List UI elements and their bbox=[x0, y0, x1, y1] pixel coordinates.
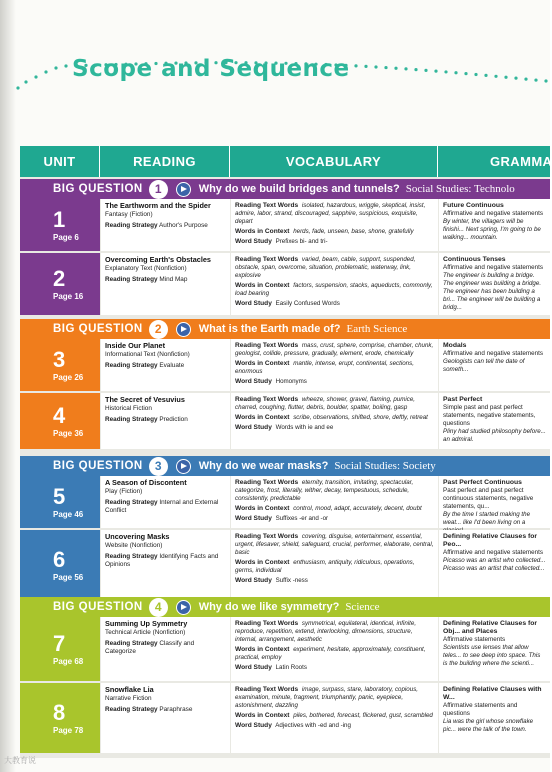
unit-cell bbox=[20, 617, 100, 681]
vocab-words: piles, bothered, forecast, flickered, gust, scrambled bbox=[293, 712, 433, 719]
reading-strategy-label: Reading Strategy bbox=[105, 276, 158, 283]
big-question-bar bbox=[20, 456, 550, 476]
play-video-icon[interactable] bbox=[176, 322, 191, 337]
big-question-text: Why do we like symmetry? bbox=[198, 601, 340, 613]
vocab-label: Reading Text Words bbox=[235, 686, 299, 693]
unit-cell bbox=[20, 393, 100, 449]
unit-number: 8 bbox=[53, 700, 66, 725]
unit-page: Page 26 bbox=[53, 373, 84, 382]
reading-cell bbox=[101, 476, 230, 528]
reading-strategy-label: Reading Strategy bbox=[105, 416, 158, 423]
grammar-title: Future Continuous bbox=[443, 202, 504, 209]
reading-cell bbox=[101, 530, 230, 600]
play-video-icon[interactable] bbox=[176, 182, 191, 197]
watermark: 大教育说 bbox=[4, 756, 36, 765]
unit-number: 3 bbox=[53, 347, 66, 372]
unit-number: 7 bbox=[53, 631, 66, 656]
reading-strategy-value: Internal and External Conflict bbox=[105, 499, 219, 514]
grammar-cell bbox=[439, 253, 550, 315]
vocab-label: Reading Text Words bbox=[235, 396, 299, 403]
unit-page: Page 78 bbox=[53, 726, 84, 735]
unit-cell bbox=[20, 530, 100, 600]
vocab-words: Words with ie and ee bbox=[275, 424, 334, 431]
vocab-line-ws bbox=[235, 424, 434, 432]
unit-page: Page 36 bbox=[53, 429, 84, 438]
unit-number: 6 bbox=[53, 547, 66, 572]
vocab-words: enthusiasm, antiquity, ridiculous, operations, germs, individual bbox=[235, 559, 415, 574]
unit-page: Page 68 bbox=[53, 657, 84, 666]
reading-title: Overcoming Earth's Obstacles bbox=[105, 255, 211, 264]
grammar-cell bbox=[439, 530, 550, 600]
unit-page: Page 16 bbox=[53, 292, 84, 301]
grammar-example: Lia was the girl whose snowflake pic... were the talk of the town. bbox=[443, 718, 534, 733]
vocab-label: Words in Context bbox=[235, 505, 290, 512]
vocab-words: Adjectives with -ed and -ing bbox=[275, 722, 351, 729]
vocab-label: Words in Context bbox=[235, 360, 290, 367]
big-question-text: Why do we build bridges and tunnels? bbox=[198, 183, 400, 195]
vocab-label: Reading Text Words bbox=[235, 479, 299, 486]
grammar-description: Simple past and past perfect statements, negative statements, questions bbox=[443, 404, 536, 427]
grammar-cell bbox=[439, 683, 550, 753]
vocab-words: experiment, hesitate, approximately, constituent, practical, employ bbox=[235, 646, 426, 661]
vocab-words: image, surpass, stare, laboratory, copious, examination, minute, fragment, triumphantly, panic, eyepiece, astonishment, dazzling bbox=[235, 686, 419, 709]
grammar-example: Scientists use lenses that allow teles... to see deep into space. This is the building where the scienti... bbox=[443, 644, 541, 667]
reading-cell bbox=[101, 199, 230, 251]
reading-title: Summing Up Symmetry bbox=[105, 619, 188, 628]
reading-strategy-value: Author's Purpose bbox=[159, 222, 208, 229]
vocabulary-cell bbox=[231, 339, 438, 391]
unit-cell bbox=[20, 476, 100, 528]
reading-strategy bbox=[105, 640, 226, 656]
vocab-label: Word Study bbox=[235, 378, 272, 385]
reading-cell bbox=[101, 339, 230, 391]
grammar-cell bbox=[439, 339, 550, 391]
big-question-bar bbox=[20, 597, 550, 617]
vocab-words: factors, suspension, stacks, aqueducts, commonly, load bearing bbox=[235, 282, 433, 297]
vocab-words: scribe, observations, shifted, shore, deftly, retreat bbox=[293, 414, 428, 421]
reading-strategy-value: Prediction bbox=[159, 416, 188, 423]
reading-strategy-label: Reading Strategy bbox=[105, 553, 158, 560]
unit-number: 4 bbox=[53, 403, 66, 428]
vocabulary-cell bbox=[231, 617, 438, 681]
reading-strategy-label: Reading Strategy bbox=[105, 362, 158, 369]
vocabulary-cell bbox=[231, 393, 438, 449]
vocab-line-wic bbox=[235, 414, 434, 422]
unit-cell bbox=[20, 339, 100, 391]
vocab-label: Words in Context bbox=[235, 646, 290, 653]
unit-cell bbox=[20, 199, 100, 251]
grammar-description: Affirmative statements bbox=[443, 636, 506, 643]
vocab-words: Suffixes -er and -or bbox=[275, 515, 329, 522]
grammar-example: By winter, the villagers will be finishi... Next spring, I'm going to be walking... mountain. bbox=[443, 218, 541, 241]
unit-cell bbox=[20, 253, 100, 315]
reading-strategy-label: Reading Strategy bbox=[105, 640, 158, 647]
vocab-label: Word Study bbox=[235, 238, 272, 245]
grammar-cell bbox=[439, 617, 550, 681]
reading-strategy-label: Reading Strategy bbox=[105, 706, 158, 713]
vocab-words: Prefixes bi- and tri- bbox=[275, 238, 328, 245]
grammar-example: By the time I started making the weat... like I'd been living on a bbox=[443, 511, 531, 526]
vocab-label: Reading Text Words bbox=[235, 202, 299, 209]
grammar-example: The engineer is building a bridge. The engineer was building a bridge. The engineer has been building a bri... The engineer will be building a bridg... bbox=[443, 272, 542, 311]
vocab-words: Homonyms bbox=[275, 378, 307, 385]
page-title: Scope and Sequence bbox=[72, 56, 350, 82]
unit-page: Page 6 bbox=[53, 233, 79, 242]
vocab-label: Words in Context bbox=[235, 282, 290, 289]
vocab-label: Word Study bbox=[235, 424, 272, 431]
big-question-text: What is the Earth made of? bbox=[198, 323, 341, 335]
big-question-label: BIG QUESTION bbox=[53, 460, 143, 472]
vocab-label: Reading Text Words bbox=[235, 533, 299, 540]
vocab-line-rtw bbox=[235, 533, 434, 557]
reading-strategy-value: Classify and Categorize bbox=[105, 640, 195, 655]
reading-title: Uncovering Masks bbox=[105, 532, 170, 541]
vocab-label: Reading Text Words bbox=[235, 256, 299, 263]
vocabulary-cell bbox=[231, 683, 438, 753]
reading-genre: Play (Fiction) bbox=[105, 488, 143, 495]
grammar-title: Defining Relative Clauses with W... bbox=[443, 686, 542, 701]
reading-cell bbox=[101, 393, 230, 449]
reading-strategy bbox=[105, 499, 226, 515]
vocab-label: Word Study bbox=[235, 300, 272, 307]
big-question-text: Why do we wear masks? bbox=[198, 460, 329, 472]
play-video-icon[interactable] bbox=[176, 600, 191, 615]
col-unit: UNIT bbox=[20, 146, 100, 177]
vocab-line-wic bbox=[235, 360, 434, 376]
reading-strategy-value: Paraphrase bbox=[159, 706, 193, 713]
grammar-description: Affirmative and negative statements bbox=[443, 210, 543, 217]
vocab-words: covering, disguise, entertainment, essential, urgent, lifesaver, shield, safeguard, crucial, performer, elaborate, central, basic bbox=[235, 533, 434, 556]
vocab-words: mantle, intense, erupt, continental, sections, enormous bbox=[235, 360, 414, 375]
vocab-words: eternity, transition, imitating, spectacular, categorize, frost, literally, wither, decay, tempestuous, schedule, consistently, predictable bbox=[235, 479, 414, 502]
vocabulary-cell bbox=[231, 253, 438, 315]
grammar-cell bbox=[439, 199, 550, 251]
vocab-words: symmetrical, equilateral, identical, infinite, reproduce, repetition, extend, interlocking, dimensions, structure, internal, arrangement, aesthetic bbox=[235, 620, 417, 643]
col-reading: READING bbox=[100, 146, 230, 177]
vocab-words: mass, crust, sphere, comprise, chamber, chunk, geologist, collide, pressure, gradually, element, erode, chemically bbox=[235, 342, 434, 357]
big-question-bar bbox=[20, 179, 550, 199]
grammar-description: Affirmative and negative statements bbox=[443, 549, 543, 556]
vocab-line-rtw bbox=[235, 686, 434, 710]
vocab-words: varied, beam, cable, support, suspended, obstacle, span, overcome, situation, problematic, waterway, link, explosive bbox=[235, 256, 416, 279]
reading-cell bbox=[101, 617, 230, 681]
reading-strategy-label: Reading Strategy bbox=[105, 499, 158, 506]
reading-cell bbox=[101, 683, 230, 753]
vocab-words: isolated, hazardous, wriggle, skeptical, insist, admire, labor, strand, discouraged, sapphire, suspicious, exquisite, depart bbox=[235, 202, 426, 225]
vocab-label: Word Study bbox=[235, 515, 272, 522]
reading-title: The Earthworm and the Spider bbox=[105, 201, 211, 210]
reading-title: The Secret of Vesuvius bbox=[105, 395, 185, 404]
table-header bbox=[20, 146, 550, 177]
vocab-label: Word Study bbox=[235, 577, 272, 584]
vocab-line-rtw bbox=[235, 479, 434, 503]
reading-genre: Informational Text (Nonfiction) bbox=[105, 351, 190, 358]
reading-strategy-value: Identifying Facts and Opinions bbox=[105, 553, 219, 568]
vocab-line-ws bbox=[235, 515, 434, 523]
play-video-icon[interactable] bbox=[176, 459, 191, 474]
vocab-label: Words in Context bbox=[235, 414, 290, 421]
vocab-words: herds, fade, unseen, base, shone, gratefully bbox=[293, 228, 414, 235]
vocab-line-ws bbox=[235, 664, 434, 672]
reading-title: Snowflake Lia bbox=[105, 685, 154, 694]
big-question-label: BIG QUESTION bbox=[53, 323, 143, 335]
reading-strategy bbox=[105, 553, 226, 569]
vocab-line-wic bbox=[235, 559, 434, 575]
grammar-description: Past perfect and past perfect continuous statements, negative statements, qu... bbox=[443, 487, 534, 510]
vocab-words: Latin Roots bbox=[275, 664, 307, 671]
reading-strategy bbox=[105, 362, 226, 370]
vocab-line-rtw bbox=[235, 256, 434, 280]
reading-strategy bbox=[105, 222, 226, 230]
vocab-line-wic bbox=[235, 505, 434, 513]
scope-sequence-table bbox=[20, 146, 550, 758]
vocab-words: wheeze, shower, gravel, flaming, pumice, charred, coughing, flutter, debris, boulder, spatter, boiling, gasp bbox=[235, 396, 416, 411]
big-question-label: BIG QUESTION bbox=[53, 183, 143, 195]
vocab-words: Easily Confused Words bbox=[275, 300, 340, 307]
vocab-label: Words in Context bbox=[235, 559, 290, 566]
vocab-label: Word Study bbox=[235, 664, 272, 671]
reading-title: Inside Our Planet bbox=[105, 341, 166, 350]
vocab-words: control, mood, adapt, accurately, decent, doubt bbox=[293, 505, 422, 512]
grammar-title: Modals bbox=[443, 342, 467, 349]
reading-genre: Explanatory Text (Nonfiction) bbox=[105, 265, 187, 272]
reading-strategy bbox=[105, 416, 226, 424]
unit-number: 2 bbox=[53, 266, 66, 291]
vocab-line-wic bbox=[235, 228, 434, 236]
grammar-description: Affirmative statements and questions bbox=[443, 702, 518, 717]
grammar-cell bbox=[439, 393, 550, 449]
vocabulary-cell bbox=[231, 530, 438, 600]
big-question-label: BIG QUESTION bbox=[53, 601, 143, 613]
vocab-label: Words in Context bbox=[235, 712, 290, 719]
vocab-line-wic bbox=[235, 646, 434, 662]
vocab-line-rtw bbox=[235, 620, 434, 644]
reading-strategy bbox=[105, 276, 226, 284]
unit-page: Page 46 bbox=[53, 510, 84, 519]
reading-title: A Season of Discontent bbox=[105, 478, 187, 487]
col-vocabulary: VOCABULARY bbox=[230, 146, 438, 177]
grammar-title: Past Perfect bbox=[443, 396, 483, 403]
reading-strategy-value: Mind Map bbox=[159, 276, 188, 283]
vocabulary-cell bbox=[231, 199, 438, 251]
unit-page: Page 56 bbox=[53, 573, 84, 582]
grammar-title: Continuous Tenses bbox=[443, 256, 506, 263]
big-question-number: 2 bbox=[149, 320, 168, 339]
vocab-line-wic bbox=[235, 282, 434, 298]
vocab-line-rtw bbox=[235, 396, 434, 412]
big-question-number: 1 bbox=[149, 180, 168, 199]
big-question-subject: Earth Science bbox=[346, 323, 408, 335]
reading-cell bbox=[101, 253, 230, 315]
vocab-label: Words in Context bbox=[235, 228, 290, 235]
unit-cell bbox=[20, 683, 100, 753]
unit-number: 1 bbox=[53, 207, 66, 232]
big-question-subject: Science bbox=[345, 601, 380, 613]
big-question-subject: Social Studies: Society bbox=[334, 460, 436, 472]
vocab-words: Suffix -ness bbox=[275, 577, 308, 584]
grammar-example: Picasso was an artist who collected... Picasso was an artist that collected... bbox=[443, 557, 546, 572]
grammar-description: Affirmative and negative statements bbox=[443, 350, 543, 357]
reading-strategy bbox=[105, 706, 226, 714]
grammar-title: Defining Relative Clauses for Peo... bbox=[443, 533, 538, 548]
reading-strategy-label: Reading Strategy bbox=[105, 222, 158, 229]
unit-number: 5 bbox=[53, 484, 66, 509]
col-grammar: GRAMMA bbox=[490, 154, 552, 169]
reading-genre: Technical Article (Nonfiction) bbox=[105, 629, 186, 636]
reading-genre: Website (Nonfiction) bbox=[105, 542, 163, 549]
big-question-number: 4 bbox=[149, 598, 168, 617]
grammar-description: Affirmative and negative statements bbox=[443, 264, 543, 271]
reading-genre: Fantasy (Fiction) bbox=[105, 211, 153, 218]
reading-genre: Narrative Fiction bbox=[105, 695, 152, 702]
grammar-example: Pliny had studied philosophy before... an admiral. bbox=[443, 428, 546, 443]
vocab-line-rtw bbox=[235, 202, 434, 226]
vocabulary-cell bbox=[231, 476, 438, 528]
vocab-line-ws bbox=[235, 238, 434, 246]
vocab-label: Reading Text Words bbox=[235, 342, 299, 349]
vocab-label: Word Study bbox=[235, 722, 272, 729]
big-question-bar bbox=[20, 319, 550, 339]
grammar-title: Past Perfect Continuous bbox=[443, 479, 522, 486]
vocab-line-ws bbox=[235, 378, 434, 386]
vocab-label: Reading Text Words bbox=[235, 620, 299, 627]
reading-genre: Historical Fiction bbox=[105, 405, 152, 412]
reading-strategy-value: Evaluate bbox=[159, 362, 185, 369]
vocab-line-ws bbox=[235, 722, 434, 730]
grammar-cell bbox=[439, 476, 550, 528]
big-question-number: 3 bbox=[149, 457, 168, 476]
vocab-line-ws bbox=[235, 300, 434, 308]
grammar-example: Geologists can tell the date of someth... bbox=[443, 358, 525, 373]
vocab-line-ws bbox=[235, 577, 434, 585]
vocab-line-rtw bbox=[235, 342, 434, 358]
grammar-title: Defining Relative Clauses for Obj... and Places bbox=[443, 620, 538, 635]
vocab-line-wic bbox=[235, 712, 434, 720]
big-question-subject: Social Studies: Technolo bbox=[405, 183, 515, 195]
